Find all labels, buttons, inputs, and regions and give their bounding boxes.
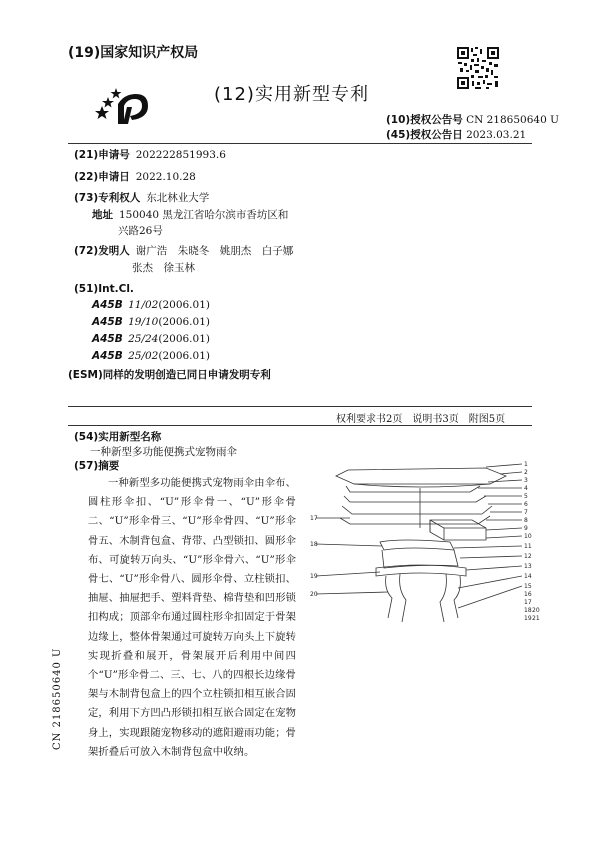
patent-owner: (73)专利权人 东北林业大学 [74, 192, 210, 204]
doc-type: 实用新型专利 [254, 84, 369, 105]
publication-date [386, 127, 526, 142]
office-code: (19) [68, 45, 101, 61]
pub-date: 2023.03.21 [466, 129, 527, 141]
biblio-rule [68, 406, 532, 407]
application-date: (22)申请日 2022.10.28 [74, 171, 196, 183]
doc-type-title [214, 80, 369, 106]
ref-label: 1 [524, 461, 528, 468]
ref-label: 2 [524, 469, 528, 476]
utility-model-title: 一种新型多功能便携式宠物雨伞 [90, 446, 237, 458]
application-number: (21)申请号 202222851993.6 [74, 149, 226, 161]
utility-model-title-heading: (54)实用新型名称 [74, 431, 162, 443]
pub-no: CN 218650640 U [466, 114, 559, 126]
office-name: 国家知识产权局 [100, 45, 199, 61]
ref-label: 18 [310, 541, 318, 548]
ref-label: 13 [524, 563, 532, 570]
ref-label: 5 [524, 493, 528, 500]
ref-label: 8 [524, 517, 528, 524]
ref-label: 19 [524, 615, 532, 622]
ref-label: 19 [310, 573, 318, 580]
ref-label: 3 [524, 477, 528, 484]
office-header [68, 42, 198, 62]
inventors: (72)发明人 谢广浩 朱晓冬 姚朋杰 白子娜 [74, 245, 294, 257]
ref-label: 7 [524, 509, 528, 516]
qr-code [456, 46, 500, 90]
esm-note: (ESM)同样的发明创造已同日申请发明专利 [68, 369, 271, 381]
ref-label: 20 [310, 591, 318, 598]
ref-label: 4 [524, 485, 528, 492]
ref-label: 18 [524, 607, 532, 614]
ref-label: 9 [524, 525, 528, 532]
cnipa-logo [94, 80, 154, 130]
ref-label: 17 [524, 599, 532, 606]
pub-no-label: (10)授权公告号 [386, 114, 463, 126]
ipc-entry: A45B 19/10(2006.01) [92, 316, 210, 328]
ref-label: 17 [310, 515, 318, 522]
ref-label: 21 [532, 615, 540, 622]
ref-label: 14 [524, 573, 532, 580]
doc-type-code: (12) [214, 84, 255, 105]
abstract-heading: (57)摘要 [74, 460, 120, 472]
umbrella-drawing [310, 458, 540, 630]
ref-label: 20 [532, 607, 540, 614]
side-publication-number: CN 218650640 U [52, 647, 63, 750]
ipc-entry: A45B 11/02(2006.01) [92, 299, 210, 311]
ref-label: 6 [524, 501, 528, 508]
ref-label: 16 [524, 591, 532, 598]
ref-label: 12 [524, 553, 532, 560]
abstract-text: 一种新型多功能便携式宠物雨伞由伞布、圆柱形伞扣、“U”形伞骨一、“U”形伞骨二、“U”形伞骨三、“U”形伞骨四、“U”形伞骨五、木制背包盒、背带、凸型锁扣、圆形伞布、可旋转万向头、“U”形伞骨六、“U”形伞骨七、“U”形伞骨八、圆形伞骨、立柱锁扣、抽屉、抽屉把手、塑料背垫、棉背垫和凹形锁扣构成；顶部伞布通过圆柱形伞扣固定于骨架边缘上，整体骨架通过可旋转万向头上下旋转实现折叠和展开，骨架展开后利用中间四个“U”形伞骨二、三、七、八的四根长边缘骨架与木制背包盒上的四个立柱锁扣相互嵌合固定，利用下方凹凸形锁扣相互嵌合固定在宠物身上，实现跟随宠物移动的遮阳避雨功能；骨架折叠后可放入木制背包盒中收纳。 [88, 477, 296, 758]
summary-rule [68, 425, 532, 426]
owner-address-line2: 兴路26号 [118, 225, 163, 237]
owner-address: 地址 150040 黑龙江省哈尔滨市香坊区和 [92, 209, 289, 221]
ref-label: 10 [524, 533, 532, 540]
header-rule [68, 143, 532, 144]
publication-number [386, 112, 559, 127]
ipc-entry: A45B 25/02(2006.01) [92, 350, 210, 362]
ipc-entry: A45B 25/24(2006.01) [92, 333, 210, 345]
pages-summary: 权利要求书2页 说明书3页 附图5页 [336, 414, 506, 425]
pub-date-label: (45)授权公告日 [386, 129, 463, 141]
int-cl-heading: (51)Int.Cl. [74, 283, 134, 295]
ref-label: 15 [524, 583, 532, 590]
inventors-line2: 张杰 徐玉林 [132, 262, 195, 274]
ref-label: 11 [524, 543, 532, 550]
